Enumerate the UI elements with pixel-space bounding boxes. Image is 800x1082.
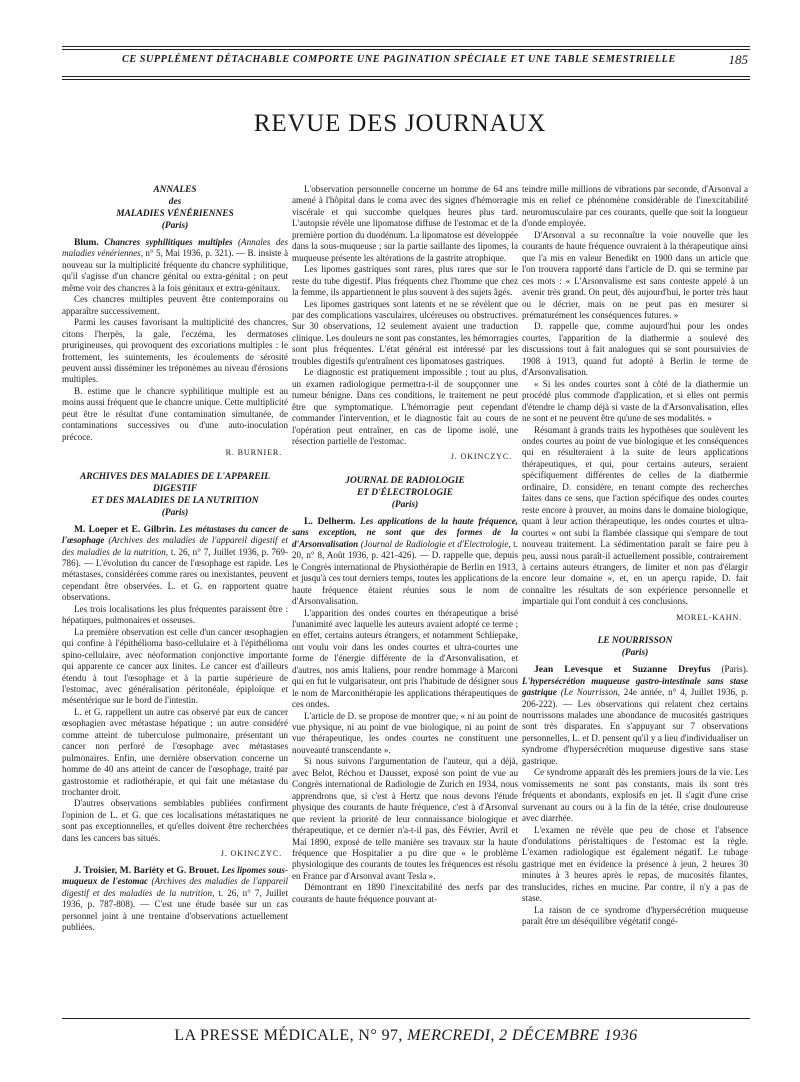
journal-heading: MALADIES VÉNÉRIENNES — [116, 209, 234, 219]
review-entry — [522, 664, 748, 767]
paragraph: L'observation personnelle concerne un homme de 64 ans amené à l'hôpital dans le coma avec des signes d'hémorragie viscérale et qui succombe quelques heures plus tard. L'autopsie révèle une lipomatose diffuse de l'estomac et de la première portion du duodénum. La lipomatose est développée dans la sous-muqueuse ; sur la partie saillante des lipomes, la muqueuse présente les altérations de la gastrite atrophique. — [292, 184, 518, 263]
paragraph: L'article de D. se propose de montrer que, « ni au point de vue physique, ni au point de vue biologique, ni au point de vue thérapeutique, les ondes courtes ne constituent une nouveauté transcendante ». — [292, 710, 518, 755]
journal-heading: ANNALES — [153, 185, 197, 195]
page-footer — [62, 1027, 750, 1045]
paragraph: D'Arsonval a su reconnaître la voie nouvelle que les courants de haute fréquence ouvraient à la thérapeutique ainsi que l'a mis en valeur Benedikt en 1900 dans un article que l'on trouvera rapporté dans l'article de D. qui se termine par ces mots : « L'Arsonvalisme est sans conteste appelé à un avenir très grand. On peut, dès aujourd'hui, le porter très haut ou le décrier, mais on ne peut pas en mesurer si prématurément les conséquences futures. » — [522, 229, 748, 320]
entry-text: , t. 26, n° 7, Juillet 1936, p. 769-786). — L'évolution du cancer de l'œsophage est rapide. Les métastases, considérées comme rares ou inexistantes, peuvent cependant être observées. L. et G. en rapportent quatre observations. — [62, 546, 289, 603]
paragraph: Ce syndrome apparaît dès les premiers jours de la vie. Les vomissements ne sont pas constants, mais ils sont très fréquents et abondants, explosifs en jet. Il s'agit d'une crise survenant au cours ou à la fin de la tétée, crise douloureuse avec diarrhée. — [522, 767, 748, 824]
journal-heading: ET DES MALADIES DE LA NUTRITION — [91, 495, 259, 506]
entry-author: Blum. — [74, 237, 99, 248]
header-bottom-rule — [62, 76, 750, 77]
entry-author: M. Loeper et E. Gilbrin. — [74, 523, 177, 535]
reviewer-signature: R. BURNIER. — [225, 448, 282, 458]
entry-source: (Le Nourrisson — [560, 687, 618, 698]
review-entry — [62, 524, 288, 604]
paragraph: D. rappelle que, comme aujourd'hui pour les ondes courtes, l'apparition de la diathermie a soulevé des discussions tout à fait analogues qui se sont poursuivies de 1908 à 1913, quand fut adopté à Berlin le terme de d'Arsonvalisation. — [522, 321, 748, 378]
page-number: 185 — [728, 52, 748, 67]
paragraph: Résumant à grands traits les hypothèses que soulèvent les ondes courtes au point de vue biologique et les conséquences qui en résulteraient à la suite de leurs applications thérapeutiques, et qui, pour certains auteurs, seraient spécifiquement différentes de celles de la diathermie ordinaire, D. considère, en tenant compte des recherches faites dans ce sens, que l'action spécifique des ondes courtes reste encore à prouver, au moins dans le domaine biologique, quant à leur action thérapeutique, les ondes courtes et ultra-courtes « ont subi la flambée classique qui s'empare de tout nouveau traitement. La sédimentation paraît se faire peu à peu, aussi nous paraît-il actuellement possible, contrairement à certains auteurs étrangers, de limiter et non pas d'élargir encore leur domaine », et, en un aperçu rapide, D. fait connaître les résultats de son expérience personnelle et impartiale qui l'ont conduit à ces conclusions. — [522, 424, 748, 607]
paragraph: Le diagnostic est pratiquement impossible ; tout au plus, un examen radiologique permettra-t-il de soupçonner une tumeur bénigne. Dans ces conditions, le traitement ne peut être que symptomatique. L'hémorragie peut cependant commander l'intervention, et le diagnostic fait au cours de l'opération peut entraîner, en cas de lipome isolé, une résection partielle de l'estomac. — [292, 367, 518, 446]
entry-title: Les métastases du cancer de l'œsophage — [62, 523, 288, 546]
journal-heading: ET D'ÉLECTROLOGIE — [356, 487, 454, 498]
paragraph: Les lipomes gastriques sont rares, plus rares que sur le reste du tube digestif. Plus fréquents chez l'homme que chez la femme, ils appartiennent le plus souvent à des sujets âgés. — [292, 264, 518, 298]
entry-author: Jean Levesque et Suzanne Dreyfus — [534, 664, 711, 676]
journal-city: (Paris) — [161, 507, 189, 518]
paragraph: Parmi les causes favorisant la multiplicité des chancres, citons l'herpès, la gale, l'eczéma, les dermatoses prurigineuses, qui provoquent des excoriations multiples : le frottement, les suintements, les écoulements de sérosité peuvent aussi disséminer les tréponèmes au niveau d'érosions multiples. — [62, 317, 288, 385]
column-1 — [62, 184, 288, 933]
entry-author: L. Delherm. — [304, 515, 356, 527]
entry-text: , t. 26, n° 7, Juillet 1936, p. 787-808). — C'est une étude basée sur un cas personnel joint à une trentaine d'observations actuellement publiées. — [62, 887, 288, 933]
review-entry — [62, 237, 288, 294]
paragraph: D'autres observations semblables publiées confirment l'opinion de L. et G. que ces localisations métastatiques ne sont pas exceptionnelles, et qu'elles doivent être recherchées dans les cancers bas situés. — [62, 798, 288, 843]
column-3 — [522, 184, 748, 928]
supplement-notice: CE SUPPLÉMENT DÉTACHABLE COMPORTE UNE PAGINATION SPÉCIALE ET UNE TABLE SEMESTRIELLE — [122, 54, 676, 65]
journal-heading: JOURNAL DE RADIOLOGIE — [345, 475, 465, 486]
paragraph: L. et G. rappellent un autre cas observé par eux de cancer œsophagien avec métastase hépatique ; un autre considéré comme atteint de tuberculose pulmonaire, présentant un cancer non perforé de l'œsophage avec métastases pulmonaires. Enfin, une dernière observation concerne un homme de 40 ans atteint de cancer de l'œsophage, traité par gastrostomie et radiothérapie, et qui fait une métastase du trochanter droit. — [62, 706, 288, 798]
column-2 — [292, 184, 518, 905]
entry-title: Les lipomes sous-muqueux de l'estomac — [62, 864, 288, 887]
top-rule — [62, 46, 750, 47]
reviewer-signature: MOREL-KAHN. — [676, 612, 742, 622]
entry-source: (Archives des maladies de l'appareil digestif et des maladies de la nutrition — [62, 535, 288, 557]
entry-text: , 24e année, n° 4, Juillet 1936, p. 206-222). — Les observations qui relatent chez certains nourrissons malades une abondance de mucosités gastriques sont très disparates. En s'appuyant sur 7 observations personnelles, L. et D. pensent qu'il y a lieu d'individualiser un syndrome d'hypersécrétion muqueuse digestive sans stase gastrique. — [522, 687, 748, 766]
review-entry — [62, 865, 288, 934]
journal-city: (Paris) — [621, 648, 649, 659]
journal-heading: des — [168, 197, 182, 207]
entry-source: (Journal de Radiologie et d'Electrologie — [360, 538, 509, 549]
entry-author: J. Troisier, M. Bariéty et G. Brouet. — [74, 864, 220, 876]
paragraph: L'examen ne révèle que peu de chose et l'absence d'ondulations péristaltiques de l'estomac est la règle. L'examen radiologique est également négatif. Le tubage gastrique met en évidence la présence à jeun, 2 heures 30 minutes à 3 heures après le repas, de mucosités filantes, translucides, riches en mucine. Par contre, il n'y a pas de stase. — [522, 824, 748, 904]
paragraph: L'apparition des ondes courtes en thérapeutique a brisé l'unanimité avec laquelle les auteurs avaient adopté ce terme ; en effet, certains auteurs étrangers, et notamment Schliepake, ont voulu voir dans les ondes courtes et ultra-courtes une forme de l'énergie différente de la d'Arsonvalisation, et d'autres, nos amis Italiens, pour rendre hommage à Marconi qui en fut le vulgarisateur, ont pris l'habitude de désigner sous le nom de Marconithérapie les applications thérapeutiques de ces ondes. — [292, 607, 518, 710]
entry-city: (Paris). — [710, 664, 748, 675]
reviewer-signature: J. OKINCZYC. — [450, 452, 512, 462]
entry-source: (Archives des maladies de l'appareil digestif et des maladies de la nutrition — [62, 876, 289, 898]
page-header — [62, 54, 750, 72]
issue-number: N° 97, — [358, 1027, 403, 1044]
paragraph: La première observation est celle d'un cancer œsophagien qui confine à l'épithélioma baso-cellulaire et à l'épithélioma spino-cellulaire, avec néoformation conjonctive importante qui apparente ce cancer aux linites. Le cancer est d'ailleurs étendu à tout l'œsophage et à la partie supérieure de l'estomac, avec généralisation péritonéale, épiploïque et mésentérique sur le bord de l'intestin. — [62, 626, 288, 706]
entry-title: Chancres syphilitiques multiples — [104, 237, 233, 247]
journal-name: LA PRESSE MÉDICALE, — [174, 1027, 355, 1044]
journal-heading: ARCHIVES DES MALADIES DE L'APPAREIL DIGESTIF — [80, 471, 270, 494]
review-entry — [292, 516, 518, 608]
entry-text: , t. 20, n° 8, Août 1936, p. 421-426). — D. rappelle que, depuis le Congrès international de Physiothérapie de Berlin en 1913, et jusqu'à ces tout derniers temps, toutes les applications de la haute fréquence étaient réunies sous le nom de d'Arsonvalisation. — [292, 538, 518, 607]
paragraph: B. estime que le chancre syphilitique multiple est au moins aussi fréquent que le chancre unique. Cette multiplicité peut être le résultat d'une contamination simultanée, de contaminations successives ou d'une auto-inoculation précoce. — [62, 385, 288, 442]
journal-city: (Paris) — [161, 221, 189, 231]
reviewer-signature: J. OKINCZYC. — [220, 849, 282, 859]
journal-heading: LE NOURRISSON — [597, 636, 673, 647]
paragraph: La raison de ce syndrome d'hypersécrétion muqueuse paraît être un déséquilibre végétatif congé- — [522, 904, 748, 927]
top-rule-double — [62, 49, 750, 50]
paragraph: Démontrant en 1890 l'inexcitabilité des nerfs par des courants de haute fréquence pouvant at- — [292, 882, 518, 904]
entry-text: , n° 5, Mai 1936, p. 321). — B. insiste à nouveau sur la multiplicité fréquente du chancre syphilitique, qu'il s'agisse d'un chancre génital ou extra-génital ; on peut même voir des chancres à la fois génitaux et extra-génitaux. — [62, 248, 289, 293]
paragraph: teindre mille millions de vibrations par seconde, d'Arsonval a mis en relief ce phénomène considérable de l'inexcitabilité neuromusculaire par ces courants, quelle que soit la longueur d'onde employée. — [522, 184, 748, 229]
section-masthead: REVUE DES JOURNAUX — [253, 110, 547, 137]
paragraph: Les lipomes gastriques sont latents et ne se révèlent que par des complications vasculaires, ulcéreuses ou obstructives. Sur 30 observations, 12 seulement avaient une traduction clinique. Les douleurs ne sont pas constantes, les hémorragies sont plus fréquentes. L'état général est intéressé par les troubles digestifs qu'entraînent ces lipomatoses gastriques. — [292, 298, 518, 366]
entry-source: (Annales des maladies vénériennes — [62, 237, 288, 259]
entry-title: Les applications de la haute fréquence, sans exception, ne sont que des formes de la d'Arsonvalisation — [292, 515, 519, 549]
paragraph: Ces chancres multiples peuvent être contemporains ou apparaître successivement. — [62, 294, 288, 316]
entry-title: L'hypersécrétion muqueuse gastro-intestinale sans stase gastrique — [522, 675, 748, 698]
footer-rule — [62, 1018, 750, 1019]
paragraph: Les trois localisations les plus fréquentes paraissent être : hépatiques, pulmonaires et osseuses. — [62, 603, 288, 626]
paragraph: « Si les ondes courtes sont à côté de la diathermie un procédé plus commode d'application, et si elles ont permis d'étendre le champ déjà si vaste de la d'Arsonvalisation, elles ne sont et ne peuvent être qu'une de ses modalités. » — [522, 378, 748, 424]
header-bottom-rule-double — [62, 79, 750, 80]
journal-city: (Paris) — [391, 499, 419, 510]
issue-date: MERCREDI, 2 DÉCEMBRE 1936 — [407, 1027, 638, 1044]
paragraph: Si nous suivons l'argumentation de l'auteur, qui a déjà, avec Belot, Réchou et Dausset, exposé son point de vue au Congrès international de Radiologie de Zurich en 1934, nous apprendrons que, si c'est à Hertz que nous devons l'étude physique des courants de haute fréquence, c'est à d'Arsonval que revient la priorité de leur connaissance biologique et thérapeutique, et ce dernier n'a-t-il pas, dès Février, Avril et Mai 1890, exposé de telle manière ses travaux sur la haute fréquence que Hospitalier a pu dire que « le problème physiologique des courants de toutes les fréquences est résolu en France par d'Arsonval avant Tesla ». — [292, 756, 518, 881]
